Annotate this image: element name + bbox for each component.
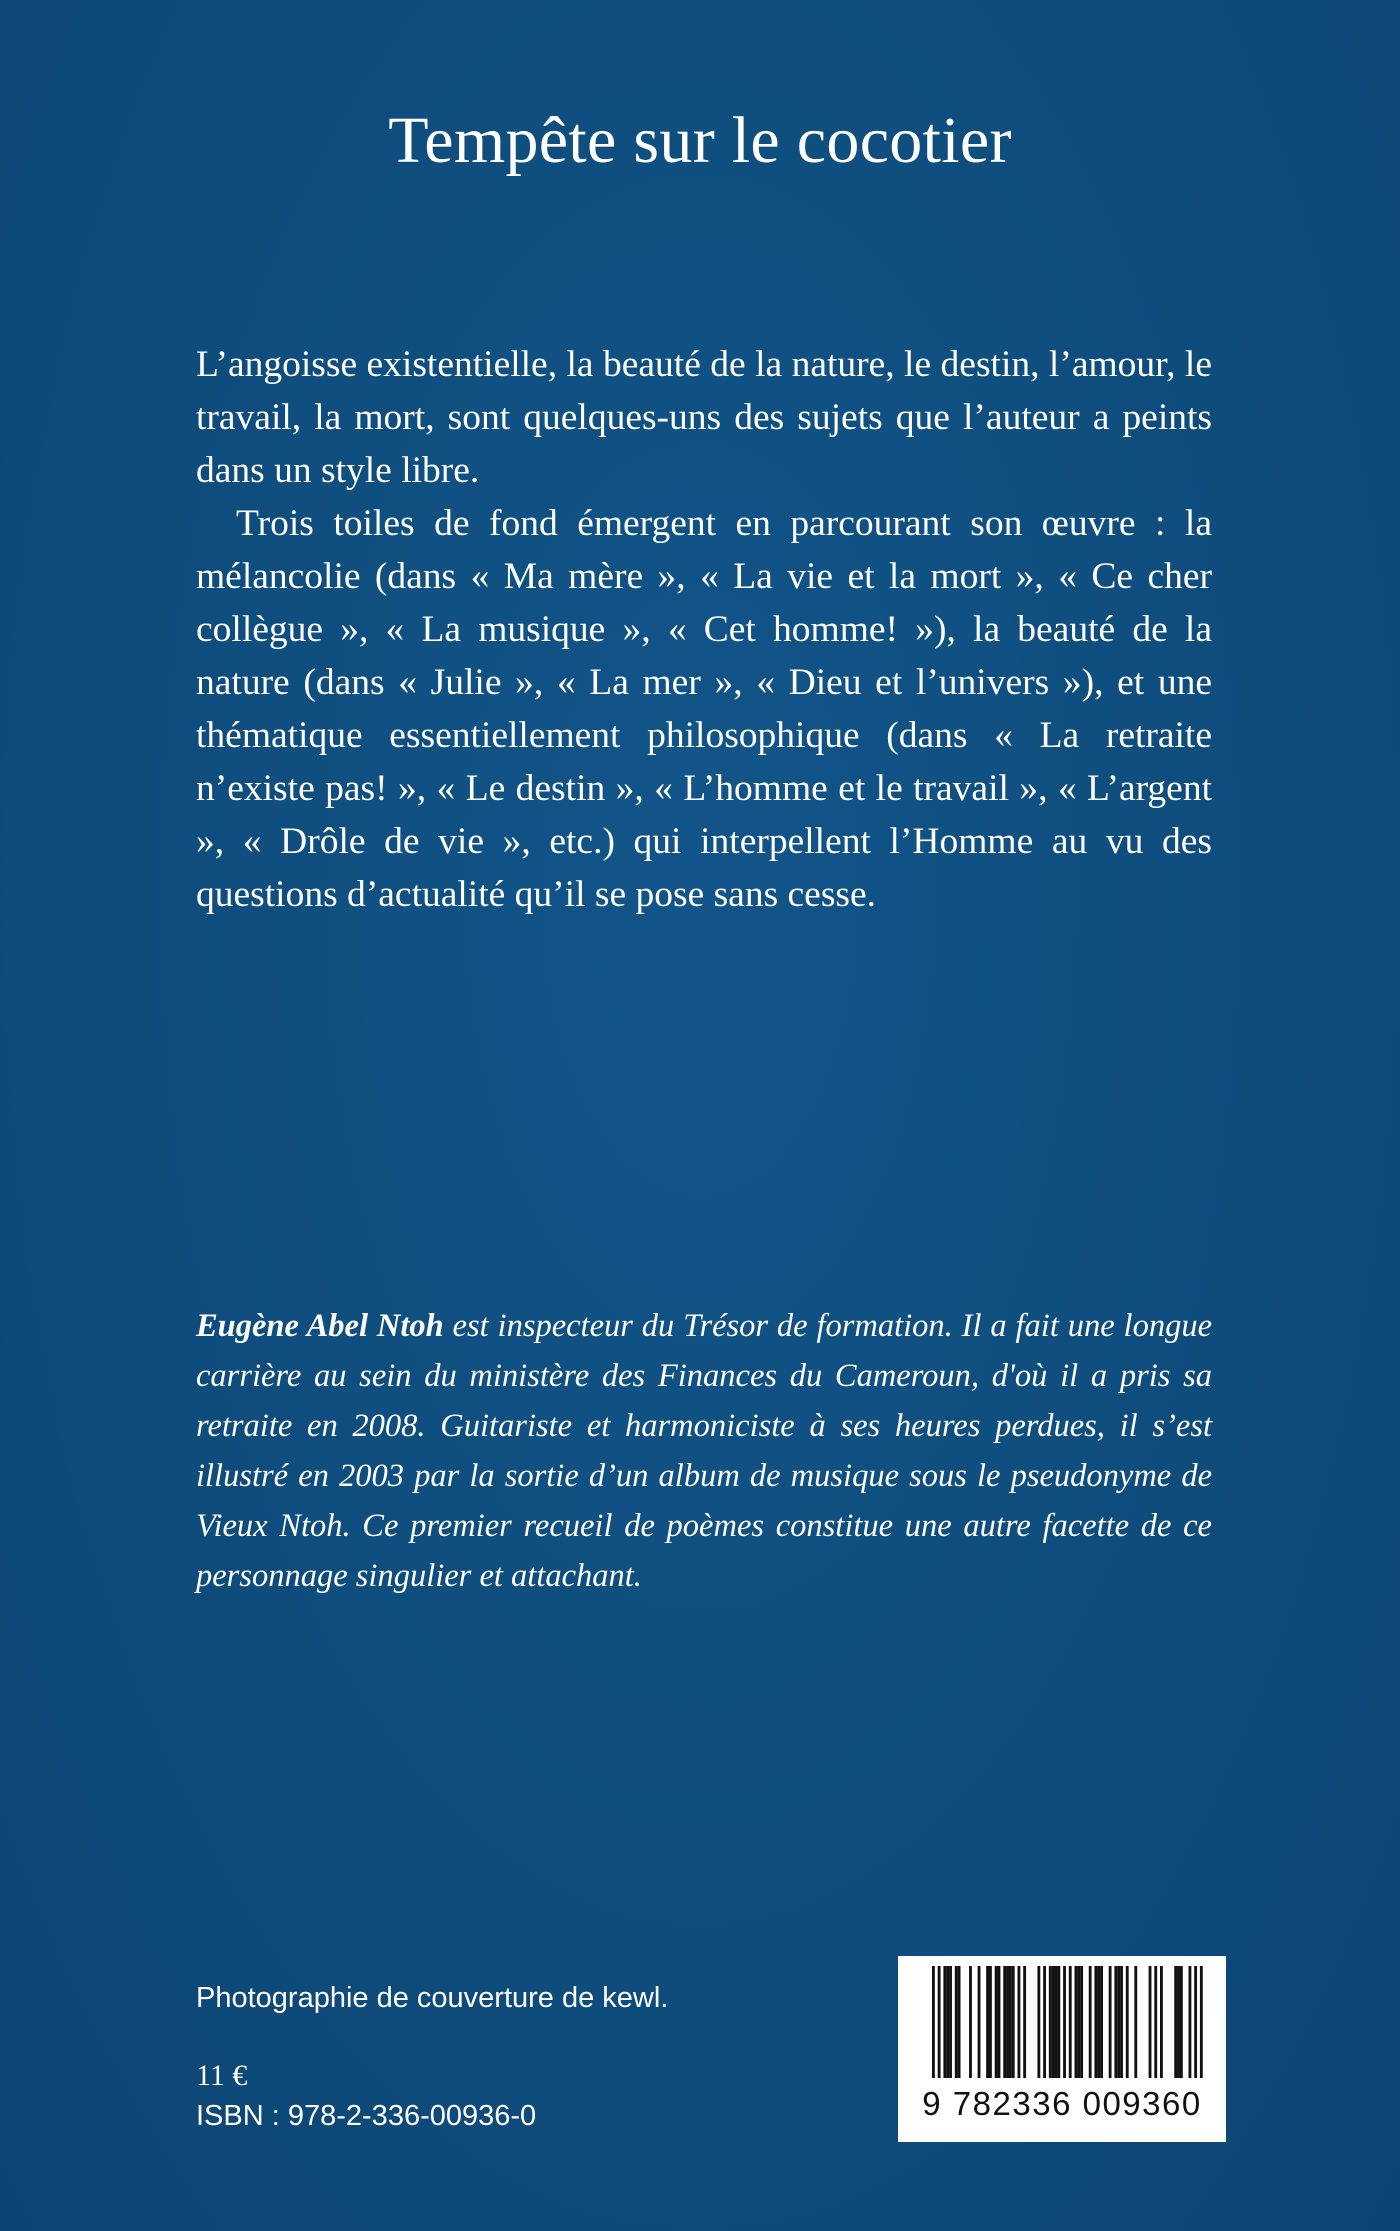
price: 11 €: [196, 2059, 248, 2092]
author-bio-text: est inspecteur du Trésor de formation. Il a fait une longue carrière au sein du ministère des Finances du Cameroun, d'où il a pris sa retraite en 2008. Guitariste et harmoniciste à ses heures perdues, il s’est illustré en 2003 par la sortie d’un album de musique sous le pseudonyme de Vieux Ntoh. Ce premier recueil de poèmes constitue une autre facette de ce personnage singulier et attachant.: [196, 1308, 1212, 1594]
barcode-bar: [1134, 1966, 1137, 2078]
barcode-bar: [1009, 1966, 1012, 2078]
barcode-bar: [998, 1966, 1001, 2078]
barcode-bar: [986, 1966, 989, 2078]
barcode-bar: [1109, 1966, 1112, 2078]
barcode-bar: [938, 1966, 941, 2078]
barcode-bar: [1080, 1966, 1083, 2078]
barcode-bar: [989, 1966, 992, 2078]
barcode-bar: [1049, 1966, 1052, 2078]
summary-paragraph-2: Trois toiles de fond émergent en parcourant son œuvre : la mélancolie (dans « Ma mère », « La vie et la mort », « Ce cher collègue », « La musique », « Cet homme! »), la beauté de la nature (dans « Julie », « La mer », « Dieu et l’univers »), et une thématique essentiellement philosophique (dans « La retraite n’existe pas! », « Le destin », « L’homme et le travail », « L’argent », « Drôle de vie », etc.) qui interpellent l’Homme au vu des questions d’actualité qu’il se pose sans cesse.: [196, 503, 1212, 915]
barcode-bar: [1055, 1966, 1058, 2078]
barcode-bar: [1052, 1966, 1055, 2078]
summary-block: [196, 338, 1212, 921]
barcode-bar: [949, 1966, 952, 2078]
barcode-bar: [1094, 1966, 1097, 2078]
summary-paragraph-1: L’angoisse existentielle, la beauté de la nature, le destin, l’amour, le travail, la mort, sont quelques-uns des sujets que l’auteur a peints dans un style libre.: [196, 344, 1212, 491]
barcode-bar: [1089, 1966, 1092, 2078]
barcode-bar: [1018, 1966, 1021, 2078]
barcode-bar: [1126, 1966, 1129, 2078]
barcode-bar: [932, 1966, 935, 2078]
barcode-bar: [1154, 1966, 1157, 2078]
barcode-bar: [1114, 1966, 1117, 2078]
barcode-bar: [1174, 1966, 1177, 2078]
barcode-bar: [1057, 1966, 1060, 2078]
barcode-bar: [1023, 1966, 1026, 2078]
barcode-bar: [1097, 1966, 1100, 2078]
barcode-bar: [1180, 1966, 1183, 2078]
isbn: ISBN : 978-2-336-00936-0: [196, 2100, 537, 2132]
barcode-bar: [1003, 1966, 1006, 2078]
barcode-bar: [995, 1966, 998, 2078]
barcode-bar: [1006, 1966, 1009, 2078]
barcode-bar: [1149, 1966, 1152, 2078]
barcode: [898, 1956, 1226, 2142]
barcode-bar: [1189, 1966, 1192, 2078]
barcode-bar: [1117, 1966, 1120, 2078]
barcode-bar: [1043, 1966, 1046, 2078]
barcode-digits: 9 782336 009360: [922, 2085, 1202, 2122]
barcode-bar: [1100, 1966, 1103, 2078]
barcode-bar: [943, 1966, 946, 2078]
barcode-bar: [1075, 1966, 1078, 2078]
author-name: Eugène Abel Ntoh: [196, 1308, 444, 1344]
barcode-bar: [1037, 1966, 1040, 2078]
barcode-bar: [1069, 1966, 1072, 2078]
barcode-bar: [969, 1966, 972, 2078]
book-title: Tempête sur le cocotier: [388, 104, 1012, 177]
barcode-bar: [1194, 1966, 1197, 2078]
barcode-bar: [1160, 1966, 1163, 2078]
barcode-bar: [955, 1966, 958, 2078]
author-bio: [196, 1301, 1212, 1601]
barcode-bar: [1063, 1966, 1066, 2078]
barcode-bar: [1012, 1966, 1015, 2078]
barcode-bar: [946, 1966, 949, 2078]
barcode-bar: [1120, 1966, 1123, 2078]
barcode-bar: [978, 1966, 981, 2078]
barcode-bar: [958, 1966, 961, 2078]
barcode-bar: [1200, 1966, 1203, 2078]
barcode-bars: [898, 1956, 1226, 2086]
barcode-bar: [1177, 1966, 1180, 2078]
photo-credit: Photographie de couverture de kewl.: [196, 1982, 669, 2014]
barcode-bar: [1077, 1966, 1080, 2078]
